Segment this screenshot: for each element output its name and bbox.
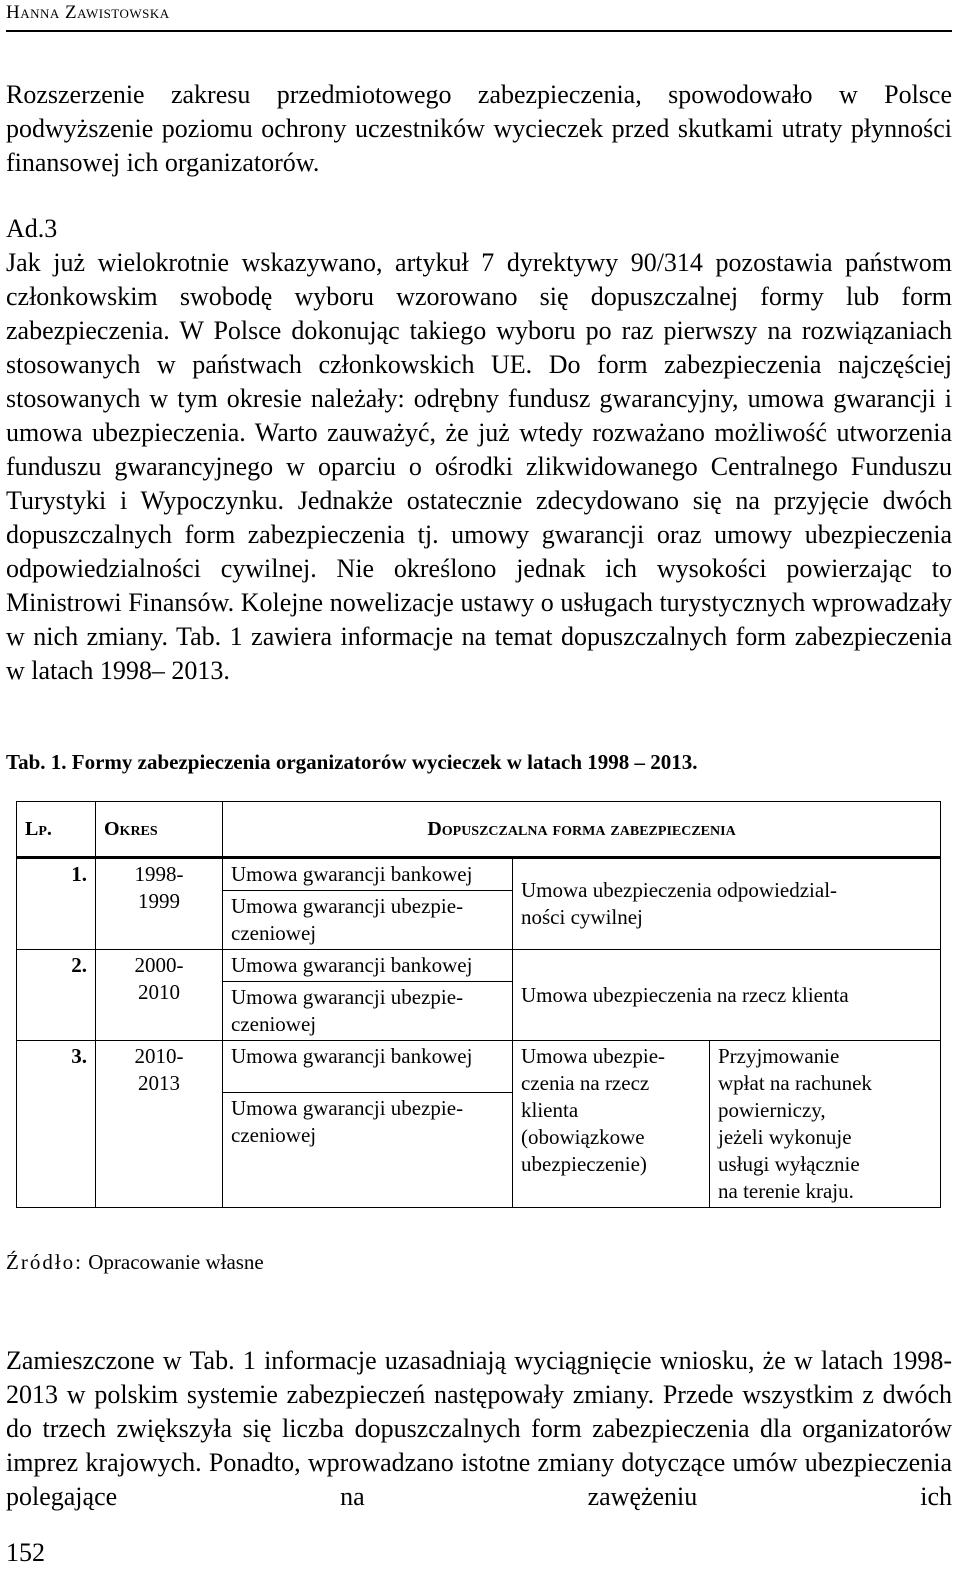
header-forma: Dopuszczalna forma zabezpieczenia (223, 802, 941, 858)
row-okres: 1998- 1999 (96, 858, 223, 950)
cell-rachunek-powierniczy: Przyjmowanie wpłat na rachunek powierniczy, jeżeli wykonuje usługi wyłącznie na terenie kraju. (710, 1041, 941, 1208)
row-lp: 1. (17, 858, 96, 950)
author-name: Hanna Zawistowska (6, 2, 170, 23)
paragraph-intro: Rozszerzenie zakresu przedmiotowego zabezpieczenia, spowodowało w Polsce podwyższenie poziomu ochrony uczestników wycieczek przed skutkami utraty płynności finansowej ich organizatorów. (6, 80, 952, 177)
cell-gwarancja-bankowa: Umowa gwarancji bankowej (223, 858, 513, 891)
row-okres: 2000- 2010 (96, 950, 223, 1041)
table-row (17, 858, 941, 891)
source-label: Źródło: (6, 1250, 83, 1274)
running-header (6, 0, 952, 32)
cell-gwarancja-ubezpieczeniowa: Umowa gwarancji ubezpie- czeniowej (223, 891, 513, 950)
forms-table (16, 801, 941, 1208)
table-row (17, 1041, 941, 1093)
cell-gwarancja-ubezpieczeniowa: Umowa gwarancji ubezpie- czeniowej (223, 1093, 513, 1208)
table-row (17, 950, 941, 982)
table-header-row (17, 802, 941, 858)
cell-ubezpieczenie: Umowa ubezpie- czenia na rzecz klienta (obowiązkowe ubezpieczenie) (513, 1041, 710, 1208)
paragraph-body: Jak już wielokrotnie wskazywano, artykuł 7 dyrektywy 90/314 pozostawia państwom członkowskim swobodę wyboru wzorowano się dopuszczalnej formy lub form zabezpieczenia. W Polsce dokonując takiego wyboru po raz pierwszy na rozwiązaniach stosowanych w państwach członkowskich UE. Do form zabezpieczenia najczęściej stosowanych w tym okresie należały: odrębny fundusz gwarancyjny, umowa gwarancji i umowa ubezpieczenia. Warto zauważyć, że już wtedy rozważano możliwość utworzenia funduszu gwarancyjnego w oparciu o ośrodki zlikwidowanego Centralnego Funduszu Turystyki i Wypoczynku. Jednakże ostatecznie zdecydowano się na przyjęcie dwóch dopuszczalnych form zabezpieczenia tj. umowy gwarancji oraz umowy ubezpieczenia odpowiedzialności cywilnej. Nie określono jednak ich wysokości powierzając to Ministrowi Finansów. Kolejne nowelizacje ustawy o usługach turystycznych wprowadzały w nich zmiany. Tab. 1 zawiera informacje na temat dopuszczalnych form zabezpieczenia w latach 1998– 2013. (6, 248, 952, 685)
section-ad3 (6, 212, 952, 688)
page-number: 152 (6, 1538, 45, 1567)
row-lp: 3. (17, 1041, 96, 1208)
paragraph-conclusion: Zamieszczone w Tab. 1 informacje uzasadniają wyciągnięcie wniosku, że w latach 1998-2013 w polskim systemie zabezpieczeń następowały zmiany. Przede wszystkim z dwóch do trzech zwiększyła się liczba dopuszczalnych form zabezpieczenia dla organizatorów imprez krajowych. Ponadto, wprowadzano istotne zmiany dotyczące umów ubezpieczenia polegające na zawężeniu ich (6, 1346, 952, 1511)
cell-ubezpieczenie: Umowa ubezpieczenia na rzecz klienta (513, 950, 941, 1041)
cell-gwarancja-bankowa: Umowa gwarancji bankowej (223, 950, 513, 982)
header-okres: Okres (96, 802, 223, 858)
cell-ubezpieczenie: Umowa ubezpieczenia odpowiedzial- ności cywilnej (513, 858, 941, 950)
source-text: Opracowanie własne (88, 1250, 264, 1274)
row-okres: 2010- 2013 (96, 1041, 223, 1208)
header-lp: Lp. (17, 802, 96, 858)
cell-gwarancja-bankowa: Umowa gwarancji bankowej (223, 1041, 513, 1093)
cell-gwarancja-ubezpieczeniowa: Umowa gwarancji ubezpie- czeniowej (223, 982, 513, 1041)
row-lp: 2. (17, 950, 96, 1041)
table-source (6, 1248, 264, 1276)
table-caption: Tab. 1. Formy zabezpieczenia organizatorów wycieczek w latach 1998 – 2013. (6, 750, 698, 774)
section-label: Ad.3 (6, 214, 58, 243)
